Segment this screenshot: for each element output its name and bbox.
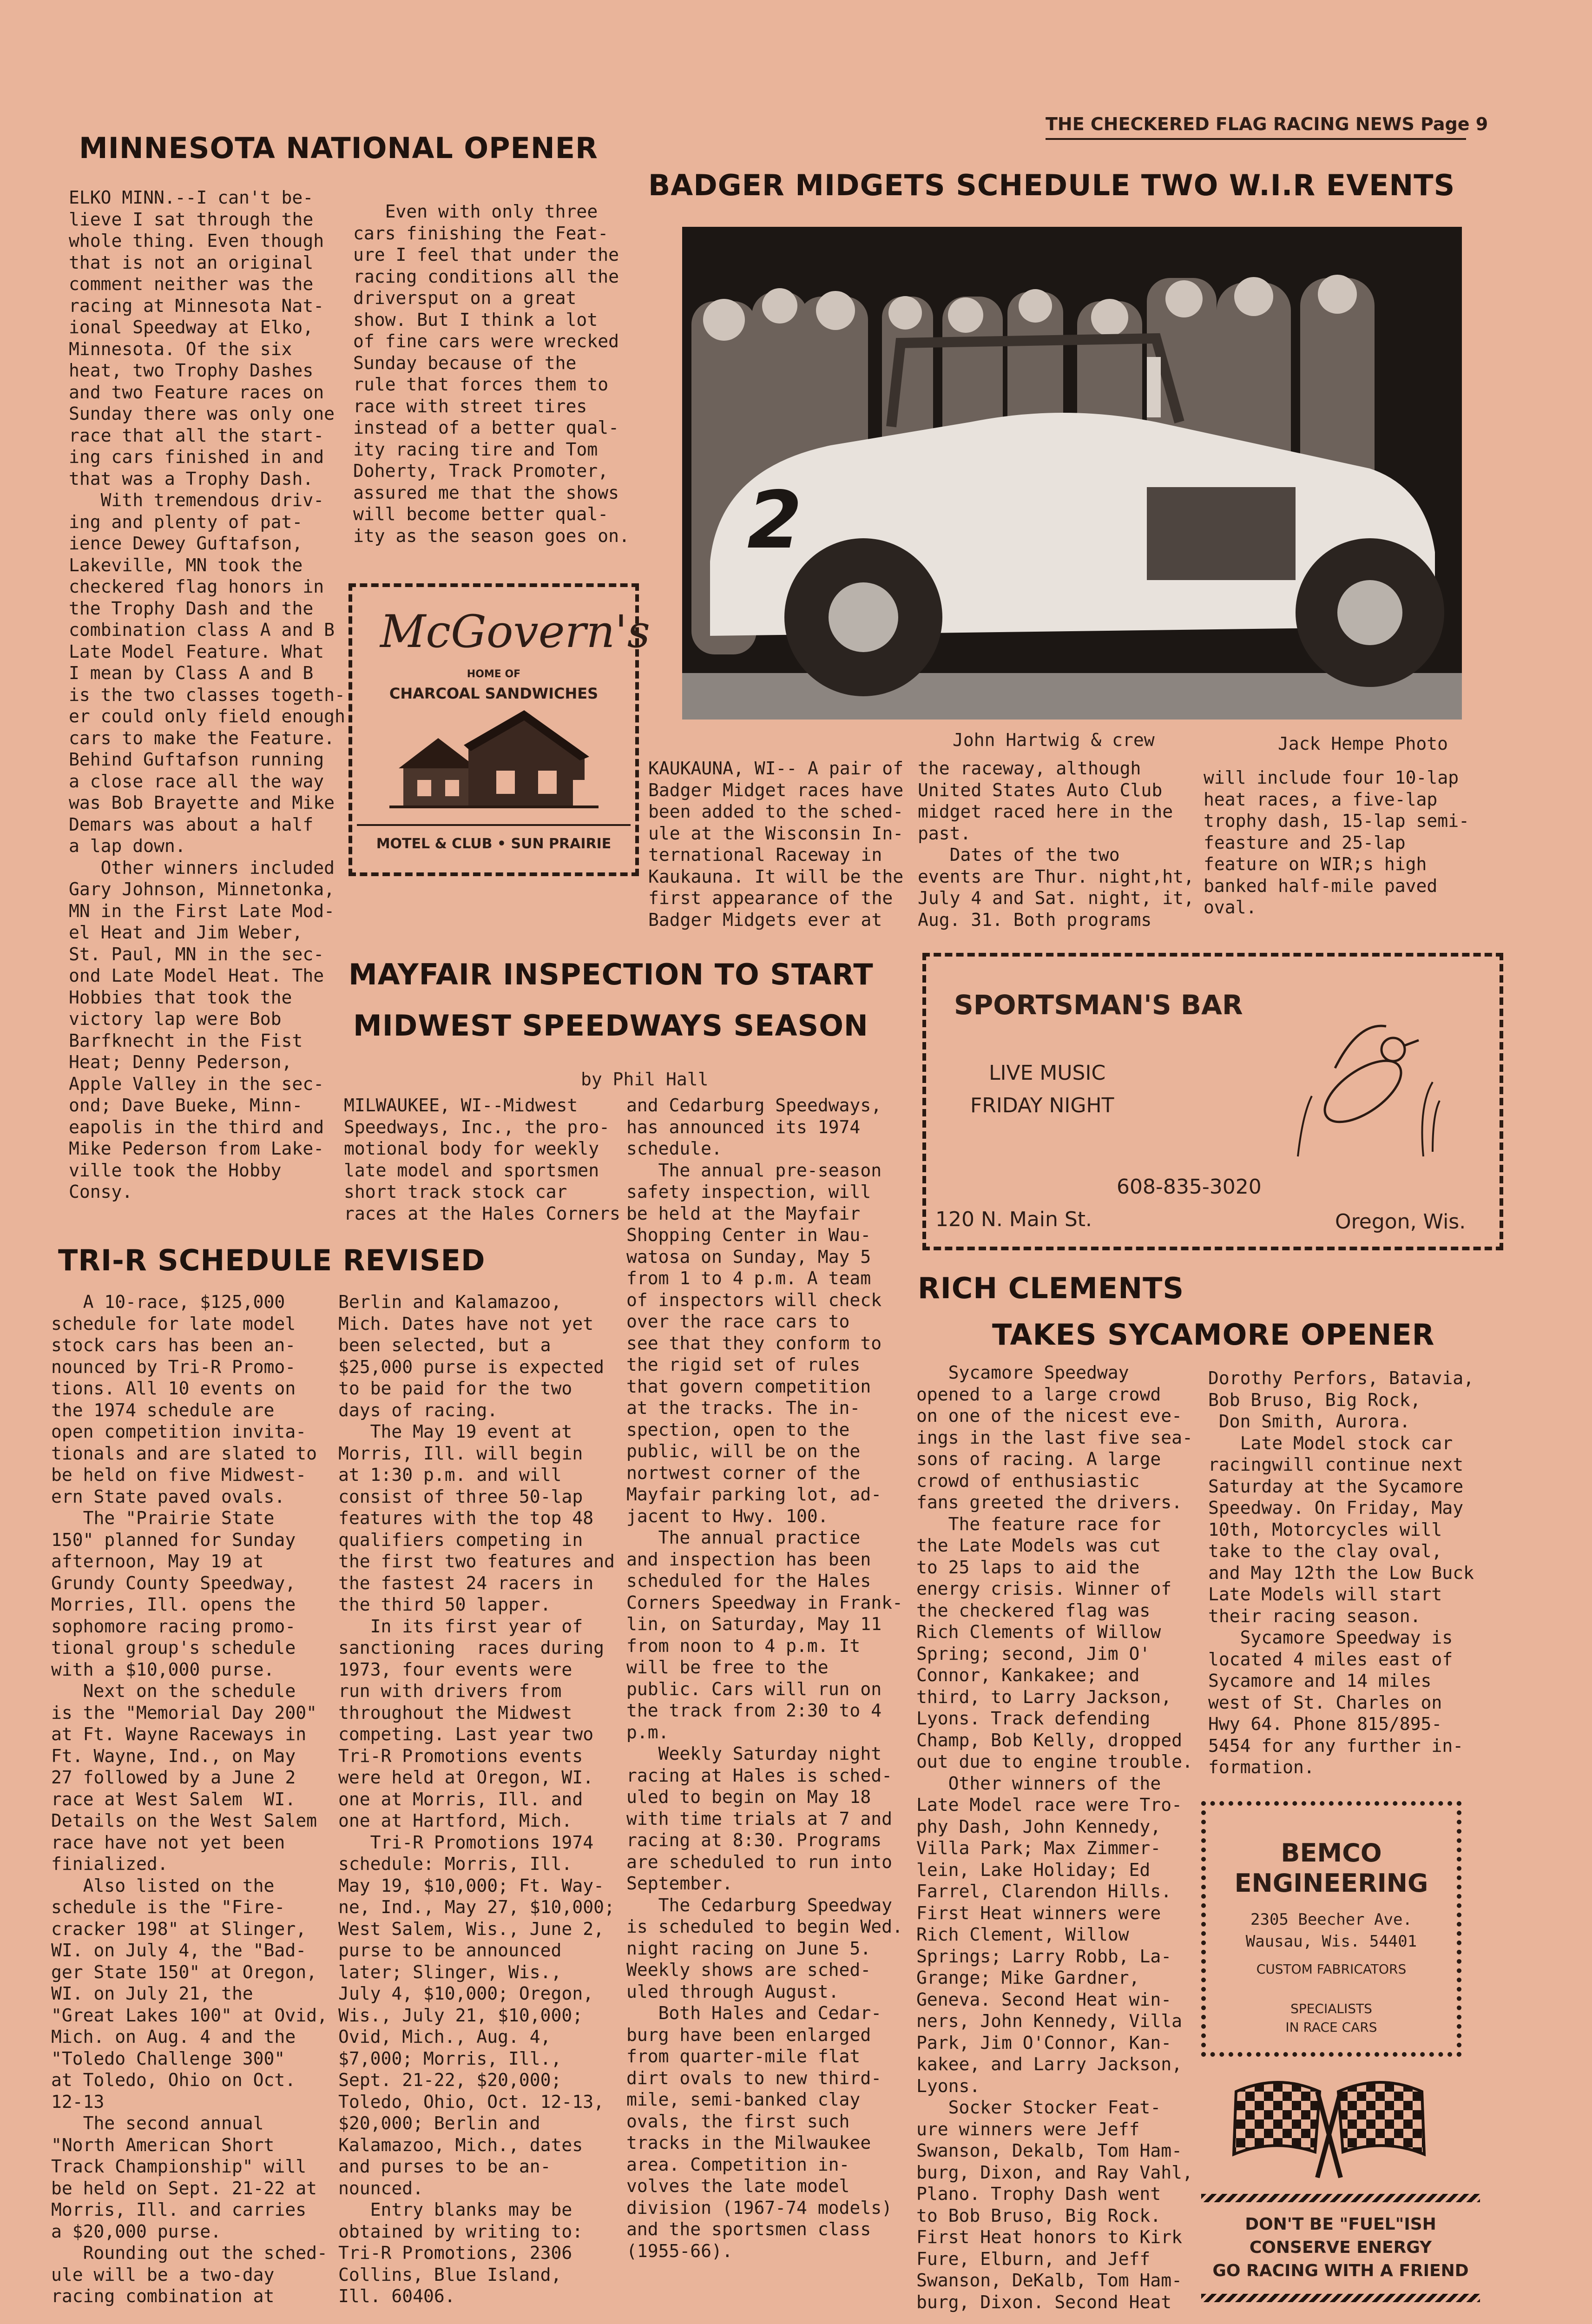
bemco-tag-race-cars: IN RACE CARS	[1285, 2020, 1377, 2035]
fuel-ad-bottom-border	[1201, 2294, 1480, 2302]
sportsmans-bar-name: SPORTSMAN'S BAR	[954, 989, 1243, 1021]
bemco-tag-custom: CUSTOM FABRICATORS	[1256, 1961, 1407, 1977]
clements-column-2: Dorothy Perfors, Batavia, Bob Bruso, Big Rock, Don Smith, Aurora. Late Model stock car racingwill continue next Saturday at the Sycamore Speedway. On Friday, May 10th, Motorcycles will take to the clay oval, and May 12th the Low Buck Late Models will start their racing season. Sycamore Speedway is located 4 miles east of Sycamore and 14 miles west of St. Charles on Hwy 64. Phone 815/895- 5454 for any further in- formation.	[1208, 1368, 1474, 1777]
bemco-address-2: Wausau, Wis. 54401	[1245, 1932, 1417, 1951]
photo-illustration	[682, 227, 1462, 720]
sportsmans-bar-ad	[922, 953, 1503, 1250]
bemco-engineering: ENGINEERING	[1234, 1868, 1428, 1898]
badger-headline: BADGER MIDGETS SCHEDULE TWO W.I.R EVENTS	[648, 168, 1455, 202]
trir-column-2: Berlin and Kalamazoo, Mich. Dates have not yet been selected, but a $25,000 purse is expected to be paid for the two days of racing. The May 19 event at Morris, Ill. will begin at 1:30 p.m. and will consist of three 50-lap features with the top 48 qualifiers competing in the first two features and the fastest 24 racers in the third 50 lapper. In its first year of sanctioning races during 1973, four events were run with drivers from throughout the Midwest competing. Last year two Tri-R Promotions events were held at Oregon, WI. one at Morris, Ill. and one at Hartford, Mich. Tri-R Promotions 1974 schedule: Morris, Ill. May 19, $10,000; Ft. Way- ne, Ind., May 27, $10,000; West Salem, Wis., June 2, purse to be announced later; Slinger, Wis., July 4, $10,000; Oregon, Wis., July 21, $10,000; Ovid, Mich., Aug. 4, $7,000; Morris, Ill., Sept. 21-22, $20,000; Toledo, Ohio, Oct. 12-13, $20,000; Berlin and Kalamazoo, Mich., dates and purses to be an- nounced. Entry blanks may be obtained by writing to: Tri-R Promotions, 2306 Collins, Blue Island, Ill. 60406.	[338, 1292, 615, 2306]
sportsmans-bar-city: Oregon, Wis.	[1335, 1210, 1466, 1234]
fuel-ad-top-border	[1201, 2194, 1480, 2202]
mcgovern-footer: MOTEL & CLUB • SUN PRAIRIE	[376, 836, 612, 852]
mayfair-column-2: and Cedarburg Speedways, has announced its 1974 schedule. The annual pre-season safety inspection, will be held at the Mayfair Shopping Center in Wau- watosa on Sunday, May 5 from 1 to 4 p.m. A team of inspectors will check over the race cars to see that they conform to the rigid set of rules that govern competition at the tracks. The in- spection, open to the public, will be on the nortwest corner of the Mayfair parking lot, ad- jacent to Hwy. 100. The annual practice and inspection has been scheduled for the Hales Corners Speedway in Frank- lin, on Saturday, May 11 from noon to 4 p.m. It will be free to the public. Cars will run on the track from 2:30 to 4 p.m. Weekly Saturday night racing at Hales is sched- uled to begin on May 18 with time trials at 7 and racing at 8:30. Programs are scheduled to run into September. The Cedarburg Speedway is scheduled to begin Wed. night racing on June 5. Weekly shows are sched- uled through August. Both Hales and Cedar- burg have been enlarged from quarter-mile flat dirt ovals to new third- mile, semi-banked clay ovals, the first such tracks in the Milwaukee area. Competition in- volves the late model division (1967-74 models) and the sportsmen class (1955-66).	[626, 1095, 903, 2261]
svg-text:2: 2	[747, 475, 803, 567]
fuel-ad-line2: CONSERVE ENERGY	[1249, 2238, 1432, 2257]
mcgovern-ad	[349, 583, 650, 876]
checkered-flags-icon	[1227, 2073, 1431, 2180]
masthead: THE CHECKERED FLAG RACING NEWS Page 9	[1046, 114, 1488, 134]
trir-column-1: A 10-race, $125,000 schedule for late model stock cars has been an- nounced by Tri-R Promo- tions. All 10 events on the 1974 schedule are open competition invita- tionals and are slated to be held on five Midwest- ern State paved ovals. The "Prairie State 150" planned for Sunday afternoon, May 19 at Grundy County Speedway, Morries, Ill. opens the sophomore racing promo- tional group's schedule with a $10,000 purse. Next on the schedule is the "Memorial Day 200" at Ft. Wayne Raceways in Ft. Wayne, Ind., on May 27 followed by a June 2 race at West Salem WI. Details on the West Salem race have not yet been finialized. Also listed on the schedule is the "Fire- cracker 198" at Slinger, WI. on July 4, the "Bad- ger State 150" at Oregon, WI. on July 21, the "Great Lakes 100" at Ovid, Mich. on Aug. 4 and the "Toledo Challenge 300" at Toledo, Ohio on Oct. 12-13 The second annual "North American Short Track Championship" will be held on Sept. 21-22 at Morris, Ill. and carries a $20,000 purse. Rounding out the sched- ule will be a two-day racing combination at	[51, 1292, 328, 2306]
badger-column-2: the raceway, although United States Auto Club midget raced here in the past. Dates of the two events are Thur. night,ht, July 4 and Sat. night, it, Aug. 31. Both programs	[918, 758, 1194, 930]
bemco-name: BEMCO	[1281, 1838, 1382, 1868]
masthead-rule	[1046, 138, 1466, 140]
fuel-ad-line1: DON'T BE "FUEL"ISH	[1245, 2215, 1436, 2234]
minnesota-column-2: Even with only three cars finishing the Feat- ure I feel that under the racing conditions all the driversput on a great show. But I think a lot of fine cars were wrecked Sunday because of the rule that forces them to race with street tires instead of a better qual- ity racing tire and Tom Doherty, Track Promoter, assured me that the shows will become better qual- ity as the season goes on.	[353, 201, 630, 546]
photo-caption-left: John Hartwig & crew	[953, 730, 1155, 750]
bemco-ad	[1201, 1801, 1461, 2057]
mayfair-byline: by Phil Hall	[581, 1069, 709, 1089]
friday-night-text: FRIDAY NIGHT	[970, 1094, 1114, 1117]
badger-column-3: will include four 10-lap heat races, a five-lap trophy dash, 15-lap semi- feasture and 25-lap feature on WIR;s high banked half-mile paved oval.	[1204, 767, 1469, 918]
photo-caption-right: Jack Hempe Photo	[1278, 733, 1448, 754]
fuel-ad-line3: GO RACING WITH A FRIEND	[1212, 2261, 1469, 2280]
mayfair-column-1: MILWAUKEE, WI--Midwest Speedways, Inc., the pro- motional body for weekly late model and sportsmen short track stock car races at the Hales Corners	[344, 1095, 620, 1224]
minnesota-column-1: ELKO MINN.--I can't be- lieve I sat through the whole thing. Even though that is not an original comment neither was the racing at Minnesota Nat- ional Speedway at Elko, Minnesota. Of the six heat, two Trophy Dashes and two Feature races on Sunday there was only one race that all the start- ing cars finished in and that was a Trophy Dash. With tremendous driv- ing and plenty of pat- ience Dewey Guftafson, Lakeville, MN took the checkered flag honors in the Trophy Dash and the combination class A and B Late Model Feature. What I mean by Class A and B is the two classes togeth- er could only field enough cars to make the Feature. Behind Guftafson running a close race all the way was Bob Brayette and Mike Demars was about a half a lap down. Other winners included Gary Johnson, Minnetonka, MN in the First Late Mod- el Heat and Jim Weber, St. Paul, MN in the sec- ond Late Model Heat. The Hobbies that took the victory lap were Bob Barfknecht in the Fist Heat; Denny Pederson, Apple Valley in the sec- ond; Dave Bueke, Minn- eapolis in the third and Mike Pederson from Lake- ville took the Hobby Consy.	[69, 187, 345, 1202]
sportsmans-bar-phone: 608-835-3020	[1117, 1175, 1262, 1199]
clements-column-1: Sycamore Speedway opened to a large crowd on one of the nicest eve- ings in the last five sea- sons of racing. A large crowd of enthusiastic fans greeted the drivers. The feature race for the Late Models was cut to 25 laps to aid the energy crisis. Winner of the checkered flag was Rich Clements of Willow Spring; second, Jim O' Connor, Kankakee; and third, to Larry Jackson, Lyons. Track defending Champ, Bob Kelly, dropped out due to engine trouble. Other winners of the Late Model race were Tro- phy Dash, John Kennedy, Villa Park; Max Zimmer- lein, Lake Holiday; Ed Farrel, Clarendon Hills. First Heat winners were Rich Clement, Willow Springs; Larry Robb, La- Grange; Mike Gardner, Geneva. Second Heat win- ners, John Kennedy, Villa Park, Jim O'Connor, Kan- kakee, and Larry Jackson, Lyons. Socker Stocker Feat- ure winners were Jeff Swanson, Dekalb, Tom Ham- burg, Dixon, and Ray Vahl, Plano. Trophy Dash went to Bob Bruso, Big Rock. First Heat honors to Kirk Fure, Elburn, and Jeff Swanson, DeKalb, Tom Ham- burg, Dixon. Second Heat	[916, 1362, 1193, 2312]
duck-illustration	[1293, 1012, 1442, 1161]
bemco-tag-specialists: SPECIALISTS	[1290, 2001, 1372, 2016]
building-illustration	[389, 710, 599, 810]
badger-column-1: KAUKAUNA, WI-- A pair of Badger Midget races have been added to the sched- ule at the Wisconsin In- ternational Raceway in Kaukauna. It will be the first appearance of the Badger Midgets ever at	[648, 758, 904, 930]
minnesota-headline: MINNESOTA NATIONAL OPENER	[79, 131, 598, 165]
live-music-text: LIVE MUSIC	[989, 1061, 1106, 1085]
mcgovern-tagline: CHARCOAL SANDWICHES	[389, 685, 599, 702]
race-car-photo	[682, 227, 1462, 720]
mcgovern-logo: McGovern's	[380, 606, 650, 658]
sportsmans-bar-address: 120 N. Main St.	[935, 1208, 1092, 1231]
clements-headline-line1: RICH CLEMENTS	[918, 1271, 1184, 1305]
mayfair-headline-line2: MIDWEST SPEEDWAYS SEASON	[353, 1009, 868, 1043]
trir-headline: TRI-R SCHEDULE REVISED	[58, 1243, 486, 1277]
clements-headline-line2: TAKES SYCAMORE OPENER	[992, 1318, 1435, 1352]
bemco-address-1: 2305 Beecher Ave.	[1250, 1910, 1412, 1929]
mcgovern-home-of: HOME OF	[467, 668, 521, 680]
mayfair-headline-line1: MAYFAIR INSPECTION TO START	[349, 957, 874, 991]
